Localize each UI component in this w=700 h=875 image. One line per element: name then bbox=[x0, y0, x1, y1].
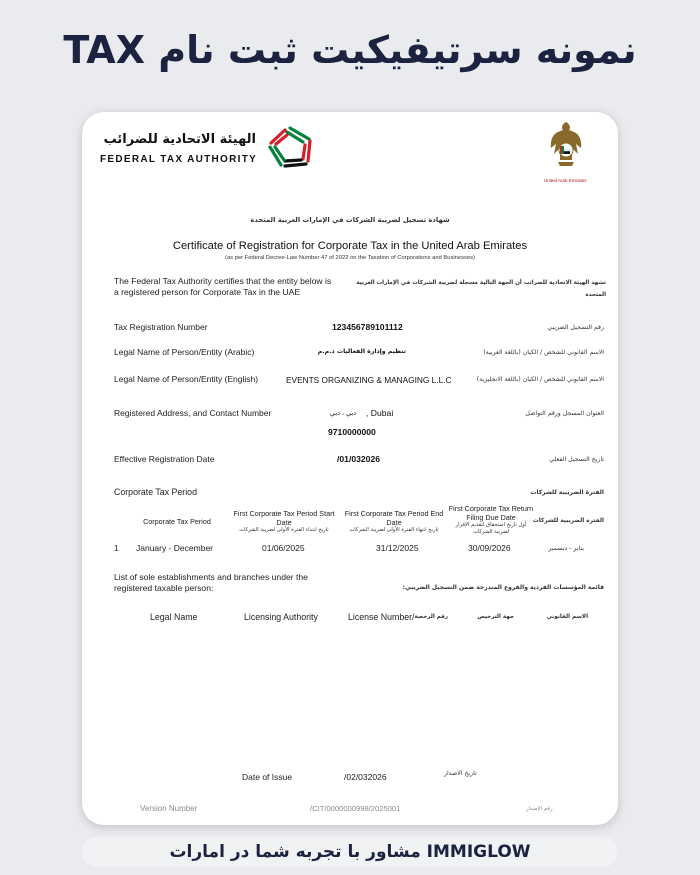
name-english-value: EVENTS ORGANIZING & MANAGING L.L.C bbox=[286, 375, 452, 385]
certificate-card bbox=[82, 112, 618, 825]
period-row-start: 01/06/2025 bbox=[262, 543, 305, 553]
period-row-due: 30/09/2026 bbox=[468, 543, 511, 553]
name-english-label: Legal Name of Person/Entity (English) bbox=[114, 374, 259, 384]
issue-date-value: /02/032026 bbox=[344, 772, 387, 782]
title-english: Certificate of Registration for Corporate Tax in the United Arab Emirates bbox=[172, 240, 528, 252]
period-col-end: First Corporate Tax Period End Date تاريخ انتهاء الفترة الأولى لضريبة الشركات bbox=[344, 509, 444, 533]
version-value: /CIT/0000000998/2025001 bbox=[310, 804, 401, 813]
version-label: Version Number bbox=[140, 804, 198, 813]
address-value-english: , Dubai bbox=[366, 408, 394, 418]
period-row-number: 1 bbox=[114, 543, 119, 553]
page-title: نمونه سرتیفیکیت ثبت نام TAX bbox=[63, 28, 637, 72]
period-col-due: First Corporate Tax Return Filing Due Date أول تاريخ استحقاق لتقديم الإقرار لضريبة الشركات bbox=[448, 504, 534, 535]
address-value-arabic: دبي ، دبي bbox=[330, 409, 357, 417]
intro-english-line2: a registered person for Corporate Tax in the UAE bbox=[114, 287, 301, 297]
branches-heading-arabic: قائمة المؤسسات الفردية والفروع المندرجة ضمن التسجيل الضريبي: bbox=[402, 584, 604, 591]
uae-emblem-icon bbox=[548, 120, 584, 176]
period-col-period-arabic: الفترة الضريبية للشركات bbox=[532, 518, 604, 524]
intro-arabic-line2: المتحدة bbox=[585, 292, 606, 298]
name-arabic-label-arabic: الاسم القانوني للشخص / الكيان (باللغة العربية) bbox=[483, 349, 604, 356]
version-label-arabic: رقم الإصدار bbox=[526, 806, 553, 812]
issue-date-label: Date of Issue bbox=[242, 772, 293, 782]
fta-logo-icon bbox=[265, 125, 315, 169]
branches-col-license-arabic: رقم الرخصة bbox=[414, 614, 448, 620]
footer-banner: IMMIGLOW مشاور با تجربه شما در امارات bbox=[82, 837, 618, 867]
branches-heading-line1: List of sole establishments and branches under the bbox=[114, 572, 308, 582]
period-row-period: January - December bbox=[136, 543, 214, 553]
trn-label-arabic: رقم التسجيل الضريبي bbox=[547, 324, 604, 331]
intro-english-line1: The Federal Tax Authority certifies that the entity below is bbox=[114, 276, 332, 286]
branches-col-name-arabic: الاسم القانوني bbox=[546, 614, 588, 620]
fta-arabic-name: الهيئة الاتحادية للضرائب bbox=[103, 132, 256, 147]
issue-date-label-arabic: تاريخ الاصدار bbox=[444, 770, 477, 777]
period-heading-arabic: الفترة الضريبية للشركات bbox=[530, 489, 604, 496]
fta-english-name: FEDERAL TAX AUTHORITY bbox=[100, 154, 258, 165]
name-english-label-arabic: الاسم القانوني للشخص / الكيان (باللغة الانجليزية) bbox=[476, 376, 604, 383]
uae-caption: United Arab Emirates bbox=[544, 178, 587, 183]
effective-date-value: /01/032026 bbox=[337, 454, 381, 464]
period-col-start: First Corporate Tax Period Start Date تاريخ ابتداء الفترة الأولى لضريبة الشركات bbox=[233, 509, 335, 533]
branches-col-legal-name: Legal Name bbox=[150, 612, 198, 622]
period-row-period-arabic: يناير - ديسمبر bbox=[548, 545, 584, 552]
branches-col-authority: Licensing Authority bbox=[244, 612, 318, 622]
address-label: Registered Address, and Contact Number bbox=[114, 408, 272, 418]
branches-col-authority-arabic: جهة الترخيص bbox=[477, 614, 514, 620]
effective-date-label-arabic: تاريخ التسجيل الفعلي bbox=[549, 456, 604, 463]
trn-label: Tax Registration Number bbox=[114, 322, 208, 332]
title-subtitle: (as per Federal Decree-Law Number 47 of 2022 on the Taxation of Corporations and Businesses) bbox=[225, 255, 475, 261]
name-arabic-value: تنظيم وإدارة الفعاليات ذ.م.م bbox=[317, 348, 406, 355]
phone-value: 9710000000 bbox=[328, 427, 376, 437]
branches-col-license: License Number/ bbox=[348, 612, 415, 622]
period-heading: Corporate Tax Period bbox=[114, 487, 197, 497]
address-label-arabic: العنوان المسجل ورقم التواصل bbox=[525, 410, 604, 417]
title-arabic: شهادة تسجيل لضريبة الشركات في الإمارات العربية المتحدة bbox=[250, 216, 450, 224]
intro-arabic-line1: تشهد الهيئة الاتحادية للضرائب أن الجهة التالية مسجلة لضريبة الشركات في الإمارات العربية bbox=[356, 280, 606, 286]
trn-value: 123456789101112 bbox=[332, 322, 403, 332]
period-col-period: Corporate Tax Period bbox=[143, 517, 211, 526]
period-row-end: 31/12/2025 bbox=[376, 543, 419, 553]
name-arabic-label: Legal Name of Person/Entity (Arabic) bbox=[114, 347, 255, 357]
branches-heading-line2: registered taxable person: bbox=[114, 583, 214, 593]
effective-date-label: Effective Registration Date bbox=[114, 454, 215, 464]
